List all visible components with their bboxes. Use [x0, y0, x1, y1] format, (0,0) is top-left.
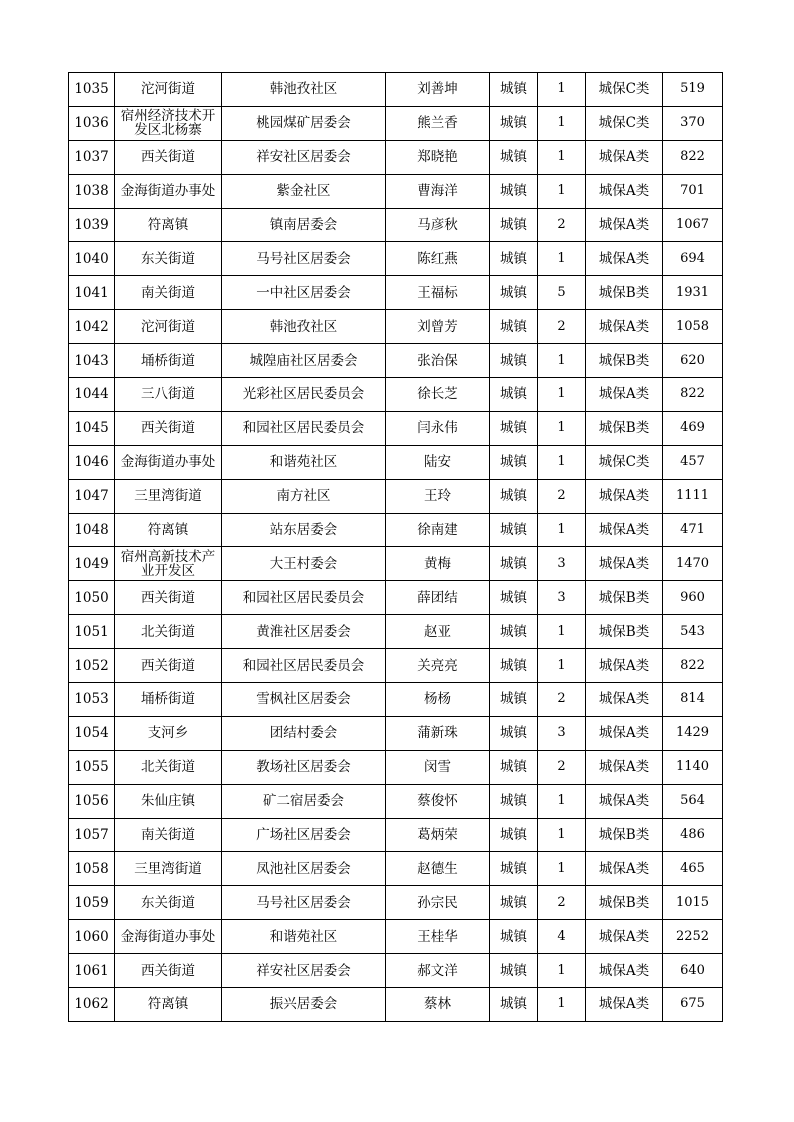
name-cell: 孙宗民	[386, 886, 490, 920]
amount-cell: 486	[663, 818, 723, 852]
name-cell: 陆安	[386, 445, 490, 479]
category-cell: 城保A类	[586, 683, 663, 717]
amount-cell: 694	[663, 242, 723, 276]
street-cell: 东关街道	[115, 242, 222, 276]
area-cell: 城镇	[490, 988, 538, 1022]
row-id-cell: 1044	[69, 378, 115, 412]
category-cell: 城保C类	[586, 106, 663, 140]
community-cell: 韩池孜社区	[222, 310, 386, 344]
street-cell: 西关街道	[115, 411, 222, 445]
street-cell: 沱河街道	[115, 73, 222, 107]
community-cell: 站东居委会	[222, 513, 386, 547]
community-cell: 韩池孜社区	[222, 73, 386, 107]
table-row	[69, 852, 723, 886]
category-cell: 城保A类	[586, 920, 663, 954]
community-cell: 黄淮社区居委会	[222, 615, 386, 649]
table-row	[69, 784, 723, 818]
row-id-cell: 1052	[69, 649, 115, 683]
community-cell: 凤池社区居委会	[222, 852, 386, 886]
category-cell: 城保B类	[586, 818, 663, 852]
name-cell: 郝文洋	[386, 954, 490, 988]
amount-cell: 469	[663, 411, 723, 445]
row-id-cell: 1035	[69, 73, 115, 107]
amount-cell: 822	[663, 649, 723, 683]
category-cell: 城保A类	[586, 174, 663, 208]
row-id-cell: 1038	[69, 174, 115, 208]
category-cell: 城保B类	[586, 411, 663, 445]
area-cell: 城镇	[490, 208, 538, 242]
row-id-cell: 1041	[69, 276, 115, 310]
persons-cell: 2	[538, 750, 586, 784]
amount-cell: 1931	[663, 276, 723, 310]
category-cell: 城保A类	[586, 140, 663, 174]
amount-cell: 465	[663, 852, 723, 886]
persons-cell: 1	[538, 513, 586, 547]
table-row	[69, 344, 723, 378]
community-cell: 大王村委会	[222, 547, 386, 581]
name-cell: 杨杨	[386, 683, 490, 717]
community-cell: 桃园煤矿居委会	[222, 106, 386, 140]
area-cell: 城镇	[490, 140, 538, 174]
persons-cell: 1	[538, 242, 586, 276]
row-id-cell: 1040	[69, 242, 115, 276]
table-row	[69, 174, 723, 208]
area-cell: 城镇	[490, 750, 538, 784]
amount-cell: 1111	[663, 479, 723, 513]
name-cell: 蔡俊怀	[386, 784, 490, 818]
persons-cell: 1	[538, 73, 586, 107]
community-cell: 和园社区居民委员会	[222, 649, 386, 683]
area-cell: 城镇	[490, 513, 538, 547]
persons-cell: 2	[538, 683, 586, 717]
table-row	[69, 547, 723, 581]
table-row	[69, 750, 723, 784]
row-id-cell: 1054	[69, 716, 115, 750]
persons-cell: 1	[538, 174, 586, 208]
amount-cell: 620	[663, 344, 723, 378]
street-cell: 埇桥街道	[115, 683, 222, 717]
name-cell: 陈红燕	[386, 242, 490, 276]
category-cell: 城保A类	[586, 310, 663, 344]
community-cell: 和谐苑社区	[222, 920, 386, 954]
name-cell: 王玲	[386, 479, 490, 513]
persons-cell: 2	[538, 208, 586, 242]
table-row	[69, 445, 723, 479]
area-cell: 城镇	[490, 73, 538, 107]
name-cell: 徐南建	[386, 513, 490, 547]
persons-cell: 1	[538, 615, 586, 649]
street-cell: 北关街道	[115, 750, 222, 784]
community-cell: 广场社区居委会	[222, 818, 386, 852]
persons-cell: 1	[538, 411, 586, 445]
community-cell: 矿二宿居委会	[222, 784, 386, 818]
community-cell: 马号社区居委会	[222, 886, 386, 920]
category-cell: 城保A类	[586, 208, 663, 242]
community-cell: 镇南居委会	[222, 208, 386, 242]
category-cell: 城保A类	[586, 547, 663, 581]
row-id-cell: 1036	[69, 106, 115, 140]
amount-cell: 701	[663, 174, 723, 208]
amount-cell: 1470	[663, 547, 723, 581]
row-id-cell: 1050	[69, 581, 115, 615]
name-cell: 蔡林	[386, 988, 490, 1022]
amount-cell: 2252	[663, 920, 723, 954]
area-cell: 城镇	[490, 411, 538, 445]
amount-cell: 370	[663, 106, 723, 140]
community-cell: 马号社区居委会	[222, 242, 386, 276]
row-id-cell: 1039	[69, 208, 115, 242]
name-cell: 赵亚	[386, 615, 490, 649]
name-cell: 徐长芝	[386, 378, 490, 412]
table-row	[69, 411, 723, 445]
persons-cell: 2	[538, 886, 586, 920]
name-cell: 曹海洋	[386, 174, 490, 208]
name-cell: 刘曾芳	[386, 310, 490, 344]
persons-cell: 1	[538, 988, 586, 1022]
row-id-cell: 1037	[69, 140, 115, 174]
street-cell: 金海街道办事处	[115, 174, 222, 208]
area-cell: 城镇	[490, 479, 538, 513]
area-cell: 城镇	[490, 310, 538, 344]
name-cell: 赵德生	[386, 852, 490, 886]
area-cell: 城镇	[490, 886, 538, 920]
category-cell: 城保A类	[586, 378, 663, 412]
name-cell: 郑晓艳	[386, 140, 490, 174]
amount-cell: 519	[663, 73, 723, 107]
name-cell: 王桂华	[386, 920, 490, 954]
row-id-cell: 1045	[69, 411, 115, 445]
street-cell: 三里湾街道	[115, 479, 222, 513]
name-cell: 葛炳荣	[386, 818, 490, 852]
street-cell: 南关街道	[115, 818, 222, 852]
table-row	[69, 988, 723, 1022]
row-id-cell: 1058	[69, 852, 115, 886]
category-cell: 城保A类	[586, 513, 663, 547]
amount-cell: 1015	[663, 886, 723, 920]
area-cell: 城镇	[490, 174, 538, 208]
amount-cell: 822	[663, 140, 723, 174]
street-cell: 南关街道	[115, 276, 222, 310]
row-id-cell: 1047	[69, 479, 115, 513]
table-row	[69, 513, 723, 547]
row-id-cell: 1051	[69, 615, 115, 649]
street-cell: 西关街道	[115, 649, 222, 683]
persons-cell: 1	[538, 106, 586, 140]
persons-cell: 2	[538, 479, 586, 513]
amount-cell: 1067	[663, 208, 723, 242]
table-row	[69, 310, 723, 344]
category-cell: 城保A类	[586, 988, 663, 1022]
persons-cell: 1	[538, 445, 586, 479]
row-id-cell: 1057	[69, 818, 115, 852]
table-row	[69, 276, 723, 310]
persons-cell: 1	[538, 954, 586, 988]
persons-cell: 1	[538, 140, 586, 174]
area-cell: 城镇	[490, 615, 538, 649]
community-cell: 教场社区居委会	[222, 750, 386, 784]
table-row	[69, 716, 723, 750]
table-row	[69, 242, 723, 276]
persons-cell: 5	[538, 276, 586, 310]
amount-cell: 457	[663, 445, 723, 479]
table-row	[69, 615, 723, 649]
area-cell: 城镇	[490, 920, 538, 954]
amount-cell: 1058	[663, 310, 723, 344]
category-cell: 城保A类	[586, 784, 663, 818]
table-row	[69, 818, 723, 852]
area-cell: 城镇	[490, 683, 538, 717]
street-cell: 符离镇	[115, 208, 222, 242]
row-id-cell: 1056	[69, 784, 115, 818]
category-cell: 城保A类	[586, 954, 663, 988]
amount-cell: 675	[663, 988, 723, 1022]
amount-cell: 822	[663, 378, 723, 412]
street-cell: 金海街道办事处	[115, 920, 222, 954]
persons-cell: 3	[538, 716, 586, 750]
category-cell: 城保A类	[586, 242, 663, 276]
category-cell: 城保B类	[586, 344, 663, 378]
category-cell: 城保B类	[586, 276, 663, 310]
row-id-cell: 1059	[69, 886, 115, 920]
subsidy-table	[68, 72, 723, 1022]
name-cell: 黄梅	[386, 547, 490, 581]
table-row	[69, 208, 723, 242]
street-cell: 宿州经济技术开发区北杨寨	[115, 106, 222, 140]
community-cell: 一中社区居委会	[222, 276, 386, 310]
row-id-cell: 1043	[69, 344, 115, 378]
street-cell: 西关街道	[115, 581, 222, 615]
table-row	[69, 886, 723, 920]
area-cell: 城镇	[490, 818, 538, 852]
table-row	[69, 378, 723, 412]
row-id-cell: 1062	[69, 988, 115, 1022]
category-cell: 城保B类	[586, 581, 663, 615]
area-cell: 城镇	[490, 547, 538, 581]
community-cell: 和谐苑社区	[222, 445, 386, 479]
area-cell: 城镇	[490, 378, 538, 412]
name-cell: 蒲新珠	[386, 716, 490, 750]
street-cell: 朱仙庄镇	[115, 784, 222, 818]
table-row	[69, 683, 723, 717]
row-id-cell: 1046	[69, 445, 115, 479]
street-cell: 三八街道	[115, 378, 222, 412]
area-cell: 城镇	[490, 242, 538, 276]
category-cell: 城保A类	[586, 649, 663, 683]
area-cell: 城镇	[490, 106, 538, 140]
community-cell: 团结村委会	[222, 716, 386, 750]
row-id-cell: 1060	[69, 920, 115, 954]
table-row	[69, 649, 723, 683]
street-cell: 三里湾街道	[115, 852, 222, 886]
table-row	[69, 106, 723, 140]
community-cell: 祥安社区居委会	[222, 954, 386, 988]
table-row	[69, 73, 723, 107]
community-cell: 光彩社区居民委员会	[222, 378, 386, 412]
name-cell: 马彦秋	[386, 208, 490, 242]
category-cell: 城保C类	[586, 445, 663, 479]
name-cell: 熊兰香	[386, 106, 490, 140]
table-row	[69, 920, 723, 954]
amount-cell: 1429	[663, 716, 723, 750]
area-cell: 城镇	[490, 276, 538, 310]
area-cell: 城镇	[490, 784, 538, 818]
area-cell: 城镇	[490, 445, 538, 479]
street-cell: 宿州高新技术产业开发区	[115, 547, 222, 581]
street-cell: 金海街道办事处	[115, 445, 222, 479]
street-cell: 西关街道	[115, 954, 222, 988]
street-cell: 符离镇	[115, 513, 222, 547]
community-cell: 振兴居委会	[222, 988, 386, 1022]
community-cell: 雪枫社区居委会	[222, 683, 386, 717]
community-cell: 祥安社区居委会	[222, 140, 386, 174]
street-cell: 东关街道	[115, 886, 222, 920]
name-cell: 薛团结	[386, 581, 490, 615]
category-cell: 城保A类	[586, 750, 663, 784]
amount-cell: 1140	[663, 750, 723, 784]
category-cell: 城保A类	[586, 852, 663, 886]
category-cell: 城保C类	[586, 73, 663, 107]
table-row	[69, 954, 723, 988]
community-cell: 和园社区居民委员会	[222, 581, 386, 615]
category-cell: 城保B类	[586, 886, 663, 920]
category-cell: 城保A类	[586, 716, 663, 750]
persons-cell: 3	[538, 547, 586, 581]
name-cell: 闵雪	[386, 750, 490, 784]
street-cell: 北关街道	[115, 615, 222, 649]
amount-cell: 471	[663, 513, 723, 547]
persons-cell: 1	[538, 649, 586, 683]
name-cell: 王福标	[386, 276, 490, 310]
community-cell: 南方社区	[222, 479, 386, 513]
row-id-cell: 1053	[69, 683, 115, 717]
persons-cell: 1	[538, 344, 586, 378]
persons-cell: 1	[538, 852, 586, 886]
row-id-cell: 1042	[69, 310, 115, 344]
persons-cell: 1	[538, 818, 586, 852]
amount-cell: 543	[663, 615, 723, 649]
community-cell: 紫金社区	[222, 174, 386, 208]
persons-cell: 1	[538, 784, 586, 818]
street-cell: 西关街道	[115, 140, 222, 174]
table-body	[69, 73, 723, 1022]
persons-cell: 2	[538, 310, 586, 344]
row-id-cell: 1055	[69, 750, 115, 784]
table-row	[69, 479, 723, 513]
name-cell: 张治保	[386, 344, 490, 378]
amount-cell: 814	[663, 683, 723, 717]
name-cell: 闫永伟	[386, 411, 490, 445]
row-id-cell: 1049	[69, 547, 115, 581]
street-cell: 符离镇	[115, 988, 222, 1022]
category-cell: 城保B类	[586, 615, 663, 649]
area-cell: 城镇	[490, 716, 538, 750]
community-cell: 和园社区居民委员会	[222, 411, 386, 445]
area-cell: 城镇	[490, 649, 538, 683]
street-cell: 支河乡	[115, 716, 222, 750]
name-cell: 刘善坤	[386, 73, 490, 107]
table-row	[69, 581, 723, 615]
amount-cell: 640	[663, 954, 723, 988]
persons-cell: 4	[538, 920, 586, 954]
community-cell: 城隍庙社区居委会	[222, 344, 386, 378]
table-row	[69, 140, 723, 174]
area-cell: 城镇	[490, 581, 538, 615]
area-cell: 城镇	[490, 852, 538, 886]
row-id-cell: 1061	[69, 954, 115, 988]
area-cell: 城镇	[490, 344, 538, 378]
amount-cell: 960	[663, 581, 723, 615]
area-cell: 城镇	[490, 954, 538, 988]
street-cell: 沱河街道	[115, 310, 222, 344]
amount-cell: 564	[663, 784, 723, 818]
street-cell: 埇桥街道	[115, 344, 222, 378]
row-id-cell: 1048	[69, 513, 115, 547]
category-cell: 城保A类	[586, 479, 663, 513]
persons-cell: 1	[538, 378, 586, 412]
persons-cell: 3	[538, 581, 586, 615]
name-cell: 关亮亮	[386, 649, 490, 683]
